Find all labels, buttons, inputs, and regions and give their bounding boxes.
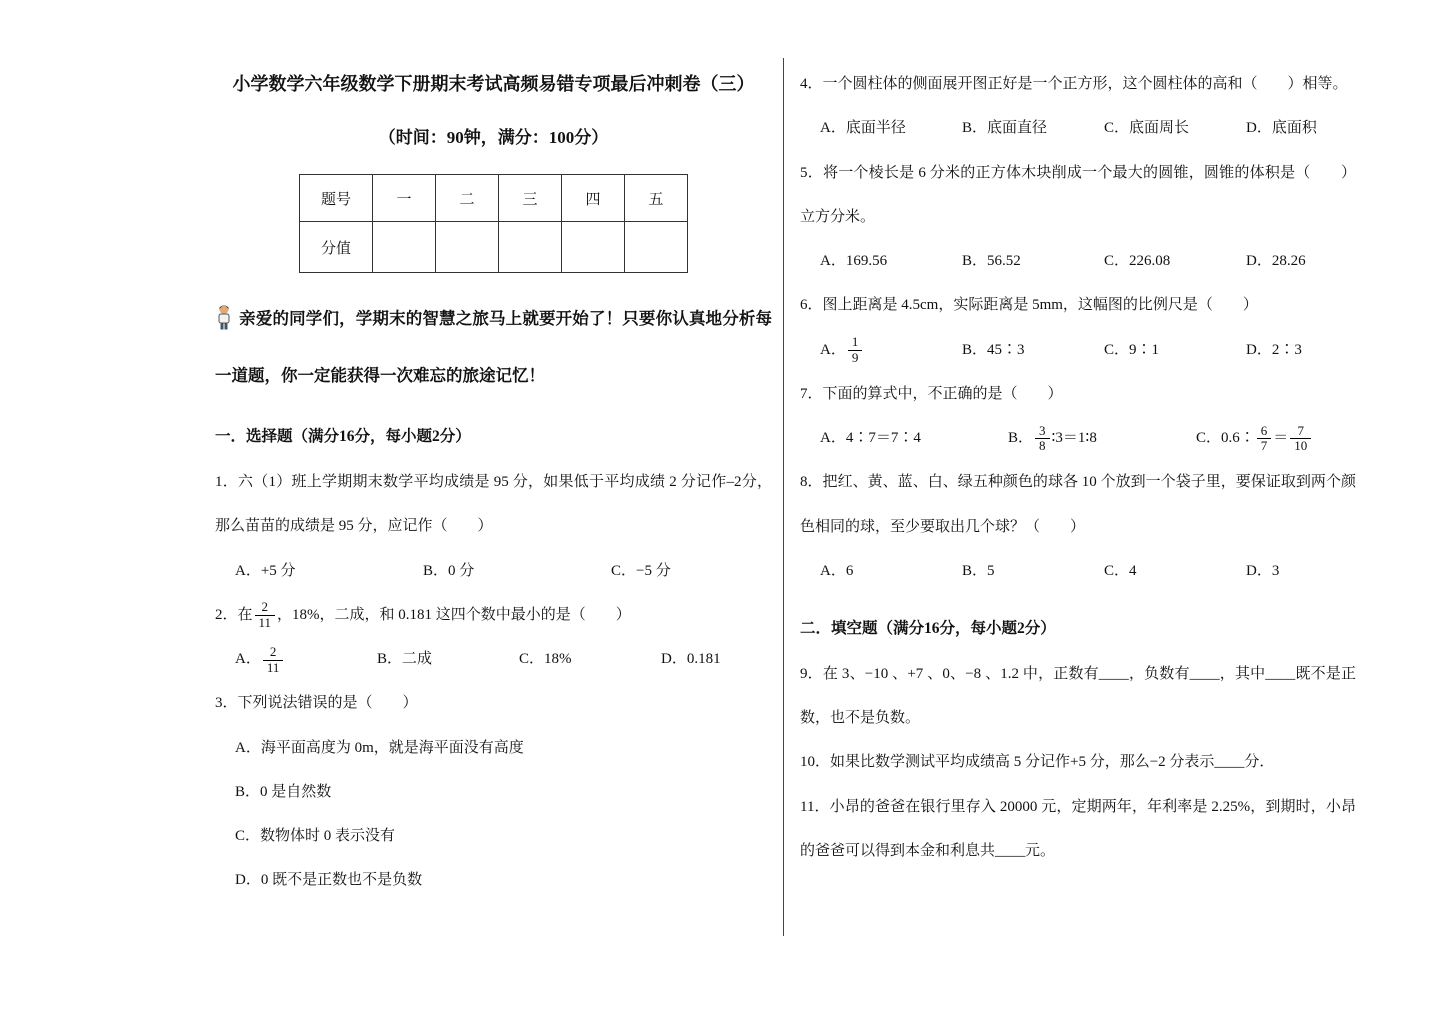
question-5-text: 5．将一个棱长是 6 分米的正方体木块削成一个最大的圆锥，圆锥的体积是（ ）立方分米。 [800,164,1356,225]
option-item: D．3 [1246,562,1280,579]
question-3-options [215,726,772,903]
question-2-pre: 2．在 [215,606,253,623]
question-7-text: 7．下面的算式中，不正确的是（ ） [800,385,1063,402]
question-6-text: 6．图上距离是 4.5cm，实际距离是 5mm，这幅图的比例尺是（ ） [800,297,1258,314]
intro-paragraph [215,293,772,401]
option-item: B．56.52 [962,253,1021,269]
option-item: A．4∶7＝7∶4 [820,430,921,446]
question-2-options [215,637,772,681]
question-1-text: 1．六（1）班上学期期末数学平均成绩是 95 分，如果低于平均成绩 2 分记作–2分，那么苗苗的成绩是 95 分，应记作（ ） [215,474,772,535]
table-cell: 四 [562,175,625,222]
option-item: D．2∶3 [1246,341,1302,358]
option-item: C．底面周长 [1104,120,1190,137]
question-9-text: 9．在 3、−10 、+7 、0、−8 、1.2 中，正数有____，负数有____，其中____既不是正数，也不是负数。 [800,665,1356,727]
question-7-options [800,416,1356,460]
question-4-text: 4．一个圆柱体的侧面展开图正好是一个正方形，这个圆柱体的高和（ ）相等。 [800,76,1348,92]
question-2-text [215,593,772,637]
fraction: $\frac{6}{7}$ [1257,424,1272,455]
table-cell: 二 [436,175,499,222]
table-cell [373,222,436,273]
option-item: B．底面直径 [962,120,1048,137]
score-table [299,174,688,273]
fraction: $\frac{3}{8}$ [1035,424,1050,455]
option-item: B．二成 [377,651,433,668]
table-cell [625,222,688,273]
table-cell [562,222,625,273]
column-divider [783,58,784,936]
question-11-text: 11．小昂的爸爸在银行里存入 20000 元，定期两年，年利率是 2.25%，到期时，小昂的爸爸可以得到本金和利息共____元。 [800,798,1356,859]
fraction: $\frac{7}{10}$ [1290,424,1311,455]
table-cell: 一 [373,175,436,222]
question-8-text: 8．把红、黄、蓝、白、绿五种颜色的球各 10 个放到一个袋子里，要保证取到两个颜色相同的球，至少要取出几个球？（ ） [800,474,1356,535]
question-6-options [800,328,1356,372]
fraction: $\frac{1}{9}$ [848,335,863,366]
option-item: C．226.08 [1104,253,1171,269]
option-item: B．0 分 [423,562,475,579]
question-1-options [215,549,772,593]
option-item: C．0.6∶ $\frac{6}{7}$ ＝ $\frac{7}{10}$ [1196,416,1313,460]
option-item: D．底面积 [1246,120,1317,137]
page-subtitle: （时间：90钟，满分：100分） [378,128,609,147]
option-item: B．0 是自然数 [235,783,332,800]
option-item: A．6 [820,562,854,579]
question-10-text: 10．如果比数学测试平均成绩高 5 分记作+5 分，那么−2 分表示____分． [800,754,1275,771]
table-cell: 五 [625,175,688,222]
option-item: C．数物体时 0 表示没有 [235,828,396,845]
question-8-options [800,549,1356,593]
option-item: A．169.56 [820,253,888,269]
option-item: B． $\frac{3}{8}$ ∶3＝1∶8 [1008,422,1097,454]
option-item: A．底面半径 [820,120,906,137]
table-cell: 分值 [300,222,373,273]
table-cell: 题号 [300,175,373,222]
fraction: $\frac{2}{11}$ [255,600,276,631]
option-item: C．4 [1104,562,1137,579]
option-item: C．−5 分 [611,562,671,579]
page-title: 小学数学六年级数学下册期末考试高频易错专项最后冲刺卷（三） [232,74,755,94]
right-column [800,62,1356,873]
table-cell [499,222,562,273]
question-4-options [800,106,1356,150]
score-table-header-row [300,175,688,222]
option-item: A． $\frac{1}{9}$ [820,328,962,372]
option-item: D．0 既不是正数也不是负数 [235,872,423,889]
score-table-value-row [300,222,688,273]
option-item: D．28.26 [1246,253,1306,269]
option-item: B．5 [962,562,995,579]
left-column [215,62,772,903]
question-3-text: 3．下列说法错误的是（ ） [215,695,418,712]
table-cell: 三 [499,175,562,222]
table-cell [436,222,499,273]
option-item: A．+5 分 [235,562,296,579]
option-item: B．45∶3 [962,341,1025,358]
option-item: C．9∶1 [1104,341,1160,358]
option-item: A．海平面高度为 0m，就是海平面没有高度 [235,739,524,756]
option-item: A． $\frac{2}{11}$ [235,637,377,681]
section1-heading: 一．选择题（满分16分，每小题2分） [215,428,471,446]
intro-text: 亲爱的同学们，学期末的智慧之旅马上就要开始了！只要你认真地分析每一道题，你一定能获得一次难忘的旅途记忆！ [215,309,772,386]
question-2-post: ，18%，二成，和 0.181 这四个数中最小的是（ ） [277,606,631,623]
option-item: D．0.181 [661,651,721,668]
option-item: C．18% [519,651,572,668]
fraction: $\frac{2}{11}$ [263,645,284,676]
student-icon [215,299,233,350]
question-5-options [800,239,1356,283]
section2-heading: 二．填空题（满分16分，每小题2分） [800,620,1056,637]
